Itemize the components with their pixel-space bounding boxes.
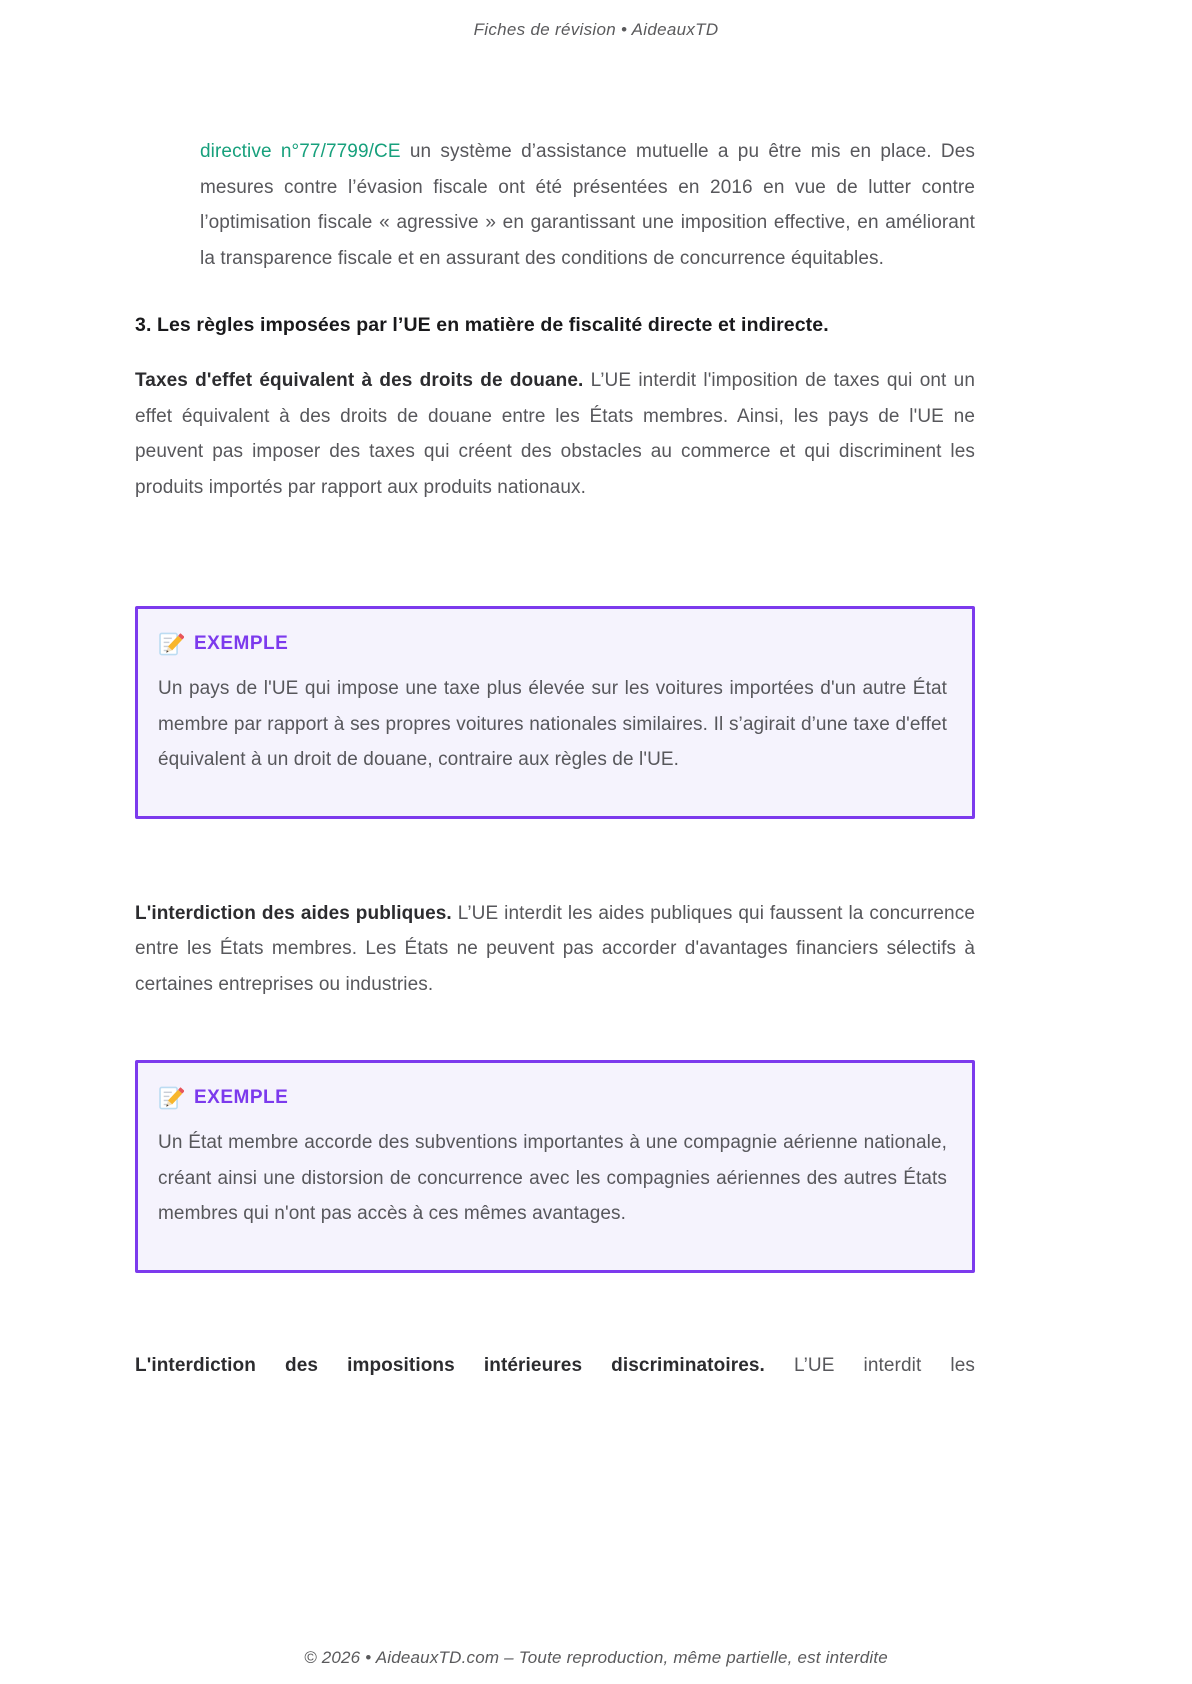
page-header: Fiches de révision • AideauxTD [473,20,719,39]
example-label: EXEMPLE [194,633,289,654]
memo-icon [158,631,184,657]
example-header [158,1083,947,1113]
intro-paragraph [135,134,975,276]
example-text: Un État membre accorde des subventions importantes à une compagnie aérienne nationale, créant ainsi une distorsion de concurrence avec les compagnies aériennes des autres États membres qui n'ont pas accès à ces mêmes avantages. [158,1132,947,1224]
example-box-1 [135,606,975,819]
example-label: EXEMPLE [194,1087,289,1108]
paragraph-aides-publiques [135,896,975,1003]
paragraph-lead: L'interdiction des impositions intérieures discriminatoires. [135,1354,765,1376]
paragraph-lead: Taxes d'effet équivalent à des droits de douane. [135,370,584,391]
paragraph-text: L’UE interdit les aides publiques qui faussent la concurrence entre les États membres. Les États ne peuvent pas accorder d'avantages financiers sélectifs à certaines entreprises ou industries. [135,902,975,995]
example-text: Un pays de l'UE qui impose une taxe plus élevée sur les voitures importées d'un autre État membre par rapport à ses propres voitures nationales similaires. Il s’agirait d’une taxe d'effet équivalent à un droit de douane, contraire aux règles de l'UE. [158,678,947,770]
page-footer: © 2026 • AideauxTD.com – Toute reproduction, même partielle, est interdite [304,1648,888,1667]
paragraph-lead: L'interdiction des aides publiques. [135,902,452,924]
intro-paragraph-text: un système d’assistance mutuelle a pu être mis en place. Des mesures contre l’évasion fiscale ont été présentées en 2016 en vue de lutter contre l’optimisation fiscale « agressive » en garantissant une imposition effective, en améliorant la transparence fiscale et en assurant des conditions de concurrence équitables. [200,141,975,269]
directive-link[interactable]: directive n°77/7799/CE [200,141,401,162]
paragraph-impositions-interieures [135,1348,975,1384]
paragraph-text: L’UE interdit les [764,1354,975,1376]
page-content [135,0,975,1383]
example-header [158,629,947,659]
paragraph-taxes-effet-equivalent [135,363,975,505]
example-box-2 [135,1060,975,1273]
memo-icon [158,1085,184,1111]
paragraph-text: L’UE interdit l'imposition de taxes qui ont un effet équivalent à des droits de douane entre les États membres. Ainsi, les pays de l'UE ne peuvent pas imposer des taxes qui créent des obstacles au commerce et qui discriminent les produits importés par rapport aux produits nationaux. [135,370,975,498]
section-heading: 3. Les règles imposées par l’UE en matière de fiscalité directe et indirecte. [135,314,829,336]
